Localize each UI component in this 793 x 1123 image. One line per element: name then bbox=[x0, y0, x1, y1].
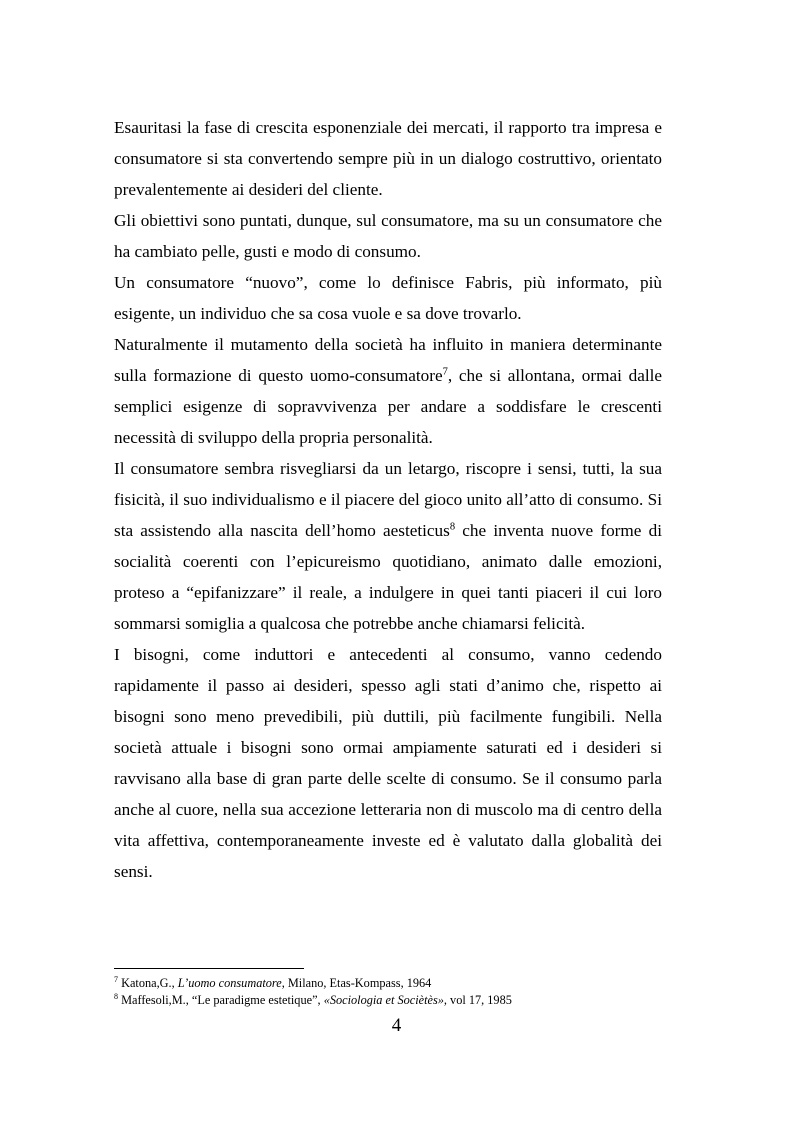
footnotes bbox=[114, 975, 662, 1009]
paragraph-text: Il consumatore sembra risvegliarsi da un letargo, riscopre i sensi, tutti, la sua fisicità, il suo individualismo e il piacere del gioco unito all’atto di consumo. Si sta assistendo alla nascita dell’homo aesteticus bbox=[114, 459, 662, 540]
footnote-rest: vol 17, 1985 bbox=[446, 993, 512, 1007]
footnote-title: «Sociologia et Sociètès», bbox=[323, 993, 447, 1007]
paragraph-text: Un consumatore “nuovo”, come lo definisce Fabris, più informato, più esigente, un individuo che sa cosa vuole e sa dove trovarlo. bbox=[114, 273, 662, 323]
footnote-reference: 7 bbox=[442, 366, 448, 378]
paragraph bbox=[114, 453, 662, 639]
footnote-separator bbox=[114, 968, 304, 969]
paragraph bbox=[114, 205, 662, 267]
paragraph-text: Esauritasi la fase di crescita esponenziale dei mercati, il rapporto tra impresa e consumatore si sta convertendo sempre più in un dialogo costruttivo, orientato prevalentemente ai desideri del cliente. bbox=[114, 118, 662, 199]
footnote-author: Katona,G., bbox=[118, 976, 178, 990]
footnote-title: L’uomo consumatore bbox=[177, 976, 282, 990]
paragraph-text: Gli obiettivi sono puntati, dunque, sul consumatore, ma su un consumatore che ha cambiato pelle, gusti e modo di consumo. bbox=[114, 211, 662, 261]
body-text bbox=[114, 112, 662, 887]
paragraph-text: che inventa nuove forme di socialità coerenti con l’epicureismo quotidiano, animato dalle emozioni, proteso a “epifanizzare” il reale, a indulgere in quei tanti piaceri il cui loro sommarsi somiglia a qualcosa che potrebbe anche chiamarsi felicità. bbox=[114, 521, 662, 633]
footnote-reference: 8 bbox=[449, 521, 456, 533]
paragraph bbox=[114, 329, 662, 453]
footnote-mark: 8 bbox=[114, 991, 118, 1001]
footnote-rest: , Milano, Etas-Kompass, 1964 bbox=[281, 976, 432, 990]
footnote-author: Maffesoli,M., “Le paradigme estetique”, bbox=[118, 993, 324, 1007]
footnote-mark: 7 bbox=[114, 974, 118, 984]
footnote bbox=[114, 975, 662, 992]
paragraph-text: I bisogni, come induttori e antecedenti al consumo, vanno cedendo rapidamente il passo ai desideri, spesso agli stati d’animo che, rispetto ai bisogni sono meno prevedibili, più duttili, più facilmente fungibili. Nella società attuale i bisogni sono ormai ampiamente saturati ed i desideri si ravvisano alla base di gran parte delle scelte di consumo. Se il consumo parla anche al cuore, nella sua accezione letteraria non di muscolo ma di centro della vita affettiva, contemporaneamente investe ed è valutato dalla globalità dei sensi. bbox=[114, 645, 662, 881]
page-number: 4 bbox=[391, 1015, 402, 1036]
paragraph-text: , che si allontana, ormai dalle semplici esigenze di sopravvivenza per andare a soddisfare le crescenti necessità di sviluppo della propria personalità. bbox=[114, 366, 662, 447]
paragraph bbox=[114, 639, 662, 887]
paragraph-text: Naturalmente il mutamento della società ha influito in maniera determinante sulla formazione di questo uomo-consumatore bbox=[114, 335, 662, 385]
paragraph bbox=[114, 112, 662, 205]
paragraph bbox=[114, 267, 662, 329]
footnote bbox=[114, 992, 662, 1009]
